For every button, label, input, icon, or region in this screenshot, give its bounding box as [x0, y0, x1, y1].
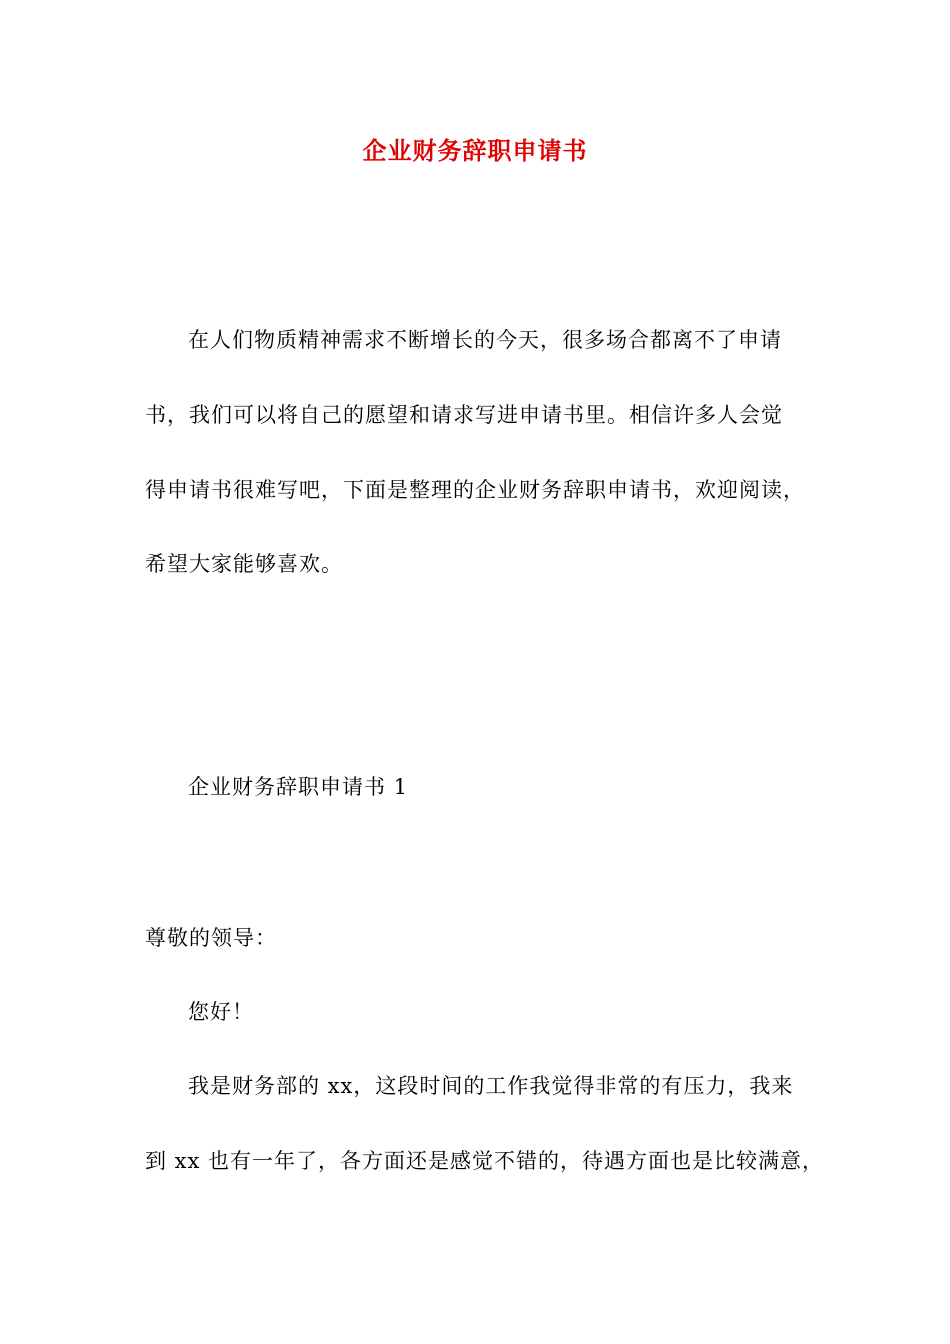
section-heading: 企业财务辞职申请书 1: [188, 775, 409, 799]
intro-line-2: 书，我们可以将自己的愿望和请求写进申请书里。相信许多人会觉: [145, 403, 783, 427]
intro-line-3: 得申请书很难写吧，下面是整理的企业财务辞职申请书，欢迎阅读，: [145, 478, 805, 502]
body-line-1: 我是财务部的 xx，这段时间的工作我觉得非常的有压力，我来: [188, 1074, 794, 1098]
greeting: 您好！: [188, 1000, 254, 1024]
intro-line-4: 希望大家能够喜欢。: [145, 552, 343, 576]
document-title: 企业财务辞职申请书: [362, 136, 588, 165]
salutation: 尊敬的领导：: [145, 926, 277, 950]
intro-line-1: 在人们物质精神需求不断增长的今天，很多场合都离不了申请: [188, 328, 782, 352]
body-line-2: 到 xx 也有一年了，各方面还是感觉不错的，待遇方面也是比较满意，: [145, 1149, 825, 1173]
